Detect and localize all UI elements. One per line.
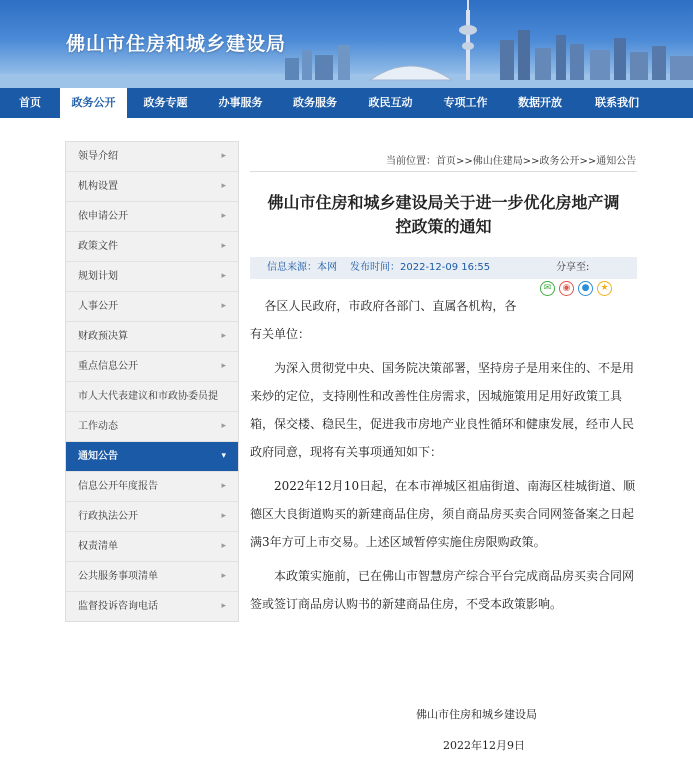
- nav-item-open-data[interactable]: 数据开放: [518, 96, 562, 109]
- sidebar-item-planning[interactable]: [66, 262, 238, 292]
- nav-item-special-work[interactable]: 专项工作: [443, 96, 488, 109]
- breadcrumb-separator: >>: [522, 156, 540, 167]
- chevron-right-icon: ▸: [221, 211, 226, 221]
- nav-item-services[interactable]: 办事服务: [218, 96, 263, 109]
- article-title-line: 佛山市住房和城乡建设局关于进一步优化房地产调: [267, 193, 620, 212]
- nav-item-gov-affairs-open[interactable]: 政务公开: [60, 88, 127, 118]
- breadcrumb-home[interactable]: 首页: [436, 156, 456, 167]
- sidebar-item-key-info[interactable]: [66, 352, 238, 382]
- nav-item-gov-topics[interactable]: 政务专题: [143, 96, 188, 109]
- chevron-right-icon: ▸: [221, 541, 226, 551]
- main-nav: [0, 88, 693, 118]
- breadcrumb: [386, 152, 636, 167]
- info-publish-time: 发布时间：2022-12-09 16:55: [350, 262, 491, 273]
- qq-icon[interactable]: ●: [578, 281, 593, 296]
- sidebar-item-power-list[interactable]: [66, 532, 238, 562]
- chevron-right-icon: ▸: [221, 241, 226, 251]
- sidebar-item-complaint-hotline[interactable]: [66, 592, 238, 621]
- sidebar-item-leaders[interactable]: [66, 142, 238, 172]
- sidebar-item-budget[interactable]: [66, 322, 238, 352]
- sidebar-item-label: 机构设置: [78, 181, 118, 192]
- chevron-right-icon: ▸: [221, 361, 226, 371]
- breadcrumb-gov-affairs[interactable]: 政务公开: [539, 156, 580, 167]
- site-title: 佛山市住房和城乡建设局: [66, 33, 287, 55]
- chevron-right-icon: ▸: [221, 151, 226, 161]
- sidebar-item-label: 监督投诉咨询电话: [78, 601, 158, 612]
- chevron-right-icon: ▸: [221, 601, 226, 611]
- chevron-right-icon: ▸: [221, 481, 226, 491]
- chevron-right-icon: ▸: [221, 331, 226, 341]
- sidebar-item-npc-cppcc-proposals[interactable]: [66, 382, 238, 412]
- chevron-right-icon: ▸: [221, 301, 226, 311]
- sidebar-item-label: 规划计划: [78, 271, 118, 282]
- sidebar-item-law-enforcement[interactable]: [66, 502, 238, 532]
- sidebar-item-application-disclosure[interactable]: [66, 202, 238, 232]
- chevron-right-icon: ▸: [221, 271, 226, 281]
- sidebar-item-label: 信息公开年度报告: [78, 481, 158, 492]
- sidebar-item-label: 财政预决算: [78, 331, 128, 342]
- sidebar-item-public-services[interactable]: [66, 562, 238, 592]
- article-info-bar: [250, 257, 637, 279]
- sidebar-item-personnel[interactable]: [66, 292, 238, 322]
- sidebar-item-label: 工作动态: [78, 421, 118, 432]
- sidebar-item-work-news[interactable]: [66, 412, 238, 442]
- site-banner: [0, 0, 693, 88]
- sidebar-item-label: 行政执法公开: [78, 511, 138, 522]
- sidebar-item-policy-documents[interactable]: [66, 232, 238, 262]
- chevron-right-icon: ▸: [221, 511, 226, 521]
- chevron-right-icon: ▸: [221, 181, 226, 191]
- signature: 佛山市住房和城乡建设局: [416, 708, 537, 721]
- sidebar-item-organization[interactable]: [66, 172, 238, 202]
- article-paragraph: 为深入贯彻党中央、国务院决策部署，坚持房子是用来住的、不是用来炒的定位，支持刚性和改善性住房需求，因城施策用足用好政策工具箱，保交楼、稳民生，促进我市房地产业良性循环和健康发展，经市人民政府同意，现将有关事项通知如下：: [250, 361, 635, 459]
- breadcrumb-prefix: 当前位置：: [386, 156, 436, 167]
- nav-item-gov-services[interactable]: 政务服务: [293, 96, 337, 109]
- sidebar-item-label: 领导介绍: [78, 151, 118, 162]
- article-paragraph: 2022年12月10日起，在本市禅城区祖庙街道、南海区桂城街道、顺德区大良街道购买的新建商品住房，须自商品房买卖合同网签备案之日起满3年方可上市交易。上述区域暂停实施住房限购政策。: [250, 479, 636, 549]
- article-title: [250, 191, 637, 239]
- article-body: [250, 354, 640, 618]
- nav-item-home[interactable]: 首页: [19, 96, 41, 109]
- sidebar-item-label: 重点信息公开: [78, 361, 138, 372]
- sidebar: [65, 141, 239, 622]
- chevron-right-icon: ▸: [221, 421, 226, 431]
- article-paragraph: 本政策实施前，已在佛山市智慧房产综合平台完成商品房买卖合同网签或签订商品房认购书的新建商品住房，不受本政策影响。: [250, 569, 635, 611]
- nav-item-interaction[interactable]: 政民互动: [368, 96, 413, 109]
- breadcrumb-separator: >>: [579, 156, 597, 167]
- breadcrumb-separator: >>: [456, 156, 473, 167]
- wechat-icon[interactable]: ✉: [540, 281, 555, 296]
- weibo-icon[interactable]: ◉: [559, 281, 574, 296]
- sidebar-item-annual-report[interactable]: [66, 472, 238, 502]
- sidebar-item-label: 公共服务事项清单: [78, 571, 158, 582]
- signature-date: 2022年12月9日: [443, 739, 525, 752]
- sidebar-item-label: 通知公告: [78, 451, 118, 462]
- breadcrumb-bureau[interactable]: 佛山住建局: [472, 156, 523, 167]
- sidebar-item-label: 政策文件: [78, 241, 118, 252]
- sidebar-item-notices[interactable]: [66, 442, 238, 472]
- sidebar-item-label: 人事公开: [78, 301, 118, 312]
- share-label: 分享至:: [556, 262, 590, 273]
- article-title-line: 控政策的通知: [395, 217, 492, 236]
- nav-item-contact[interactable]: 联系我们: [595, 96, 639, 109]
- info-source: 信息来源：本网: [267, 262, 337, 273]
- qzone-icon[interactable]: ★: [597, 281, 612, 296]
- divider: [250, 171, 637, 172]
- chevron-down-icon: ▾: [221, 451, 226, 461]
- chevron-right-icon: ▸: [221, 571, 226, 581]
- sidebar-item-label: 市人大代表建议和市政协委员提: [78, 391, 218, 402]
- sidebar-item-label: 依申请公开: [78, 211, 128, 222]
- share-icons: [540, 281, 612, 296]
- article-salutation: 各区人民政府，市政府各部门、直属各机构，各有关单位：: [250, 299, 517, 341]
- sidebar-item-label: 权责清单: [78, 541, 118, 552]
- breadcrumb-notices[interactable]: 通知公告: [596, 156, 637, 167]
